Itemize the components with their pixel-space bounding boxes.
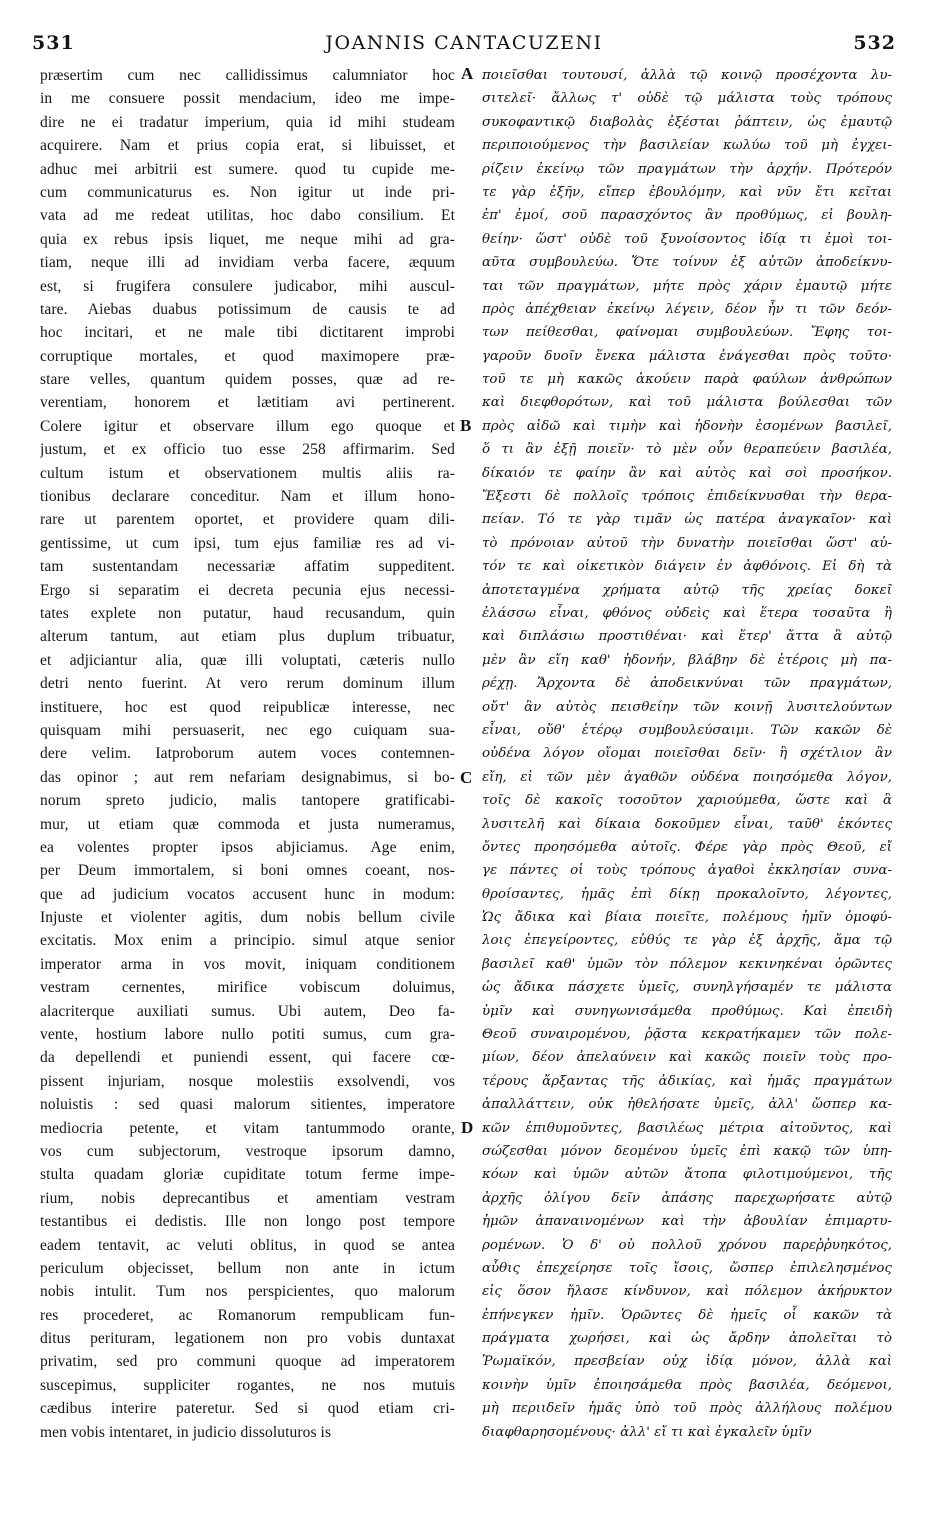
latin-text-line: hoc incitari, et ne male tibi dictitarent improbi [40, 324, 455, 342]
greek-text-line: ται τῶν πραγμάτων, μήτε πρὸς χάριν ἐμαυτῷ μήτε [482, 278, 892, 294]
greek-text-line: ρομένων. Ὁ δ' οὐ πολλοῦ χρόνου παρεῤῥυηκότος, [482, 1237, 892, 1253]
latin-text-line: in me consuere possit mendacium, ideo me impe- [40, 90, 455, 108]
greek-text-line: οὔτ' ἂν αὐτὸς πεισθείην τῶν κοινῇ λυσιτελούντων [482, 699, 892, 715]
greek-text-line: τοῦ τε μὴ κακῶς ἀκούειν παρὰ φαύλων ἀνθρώπων [482, 372, 892, 388]
latin-text-line: das opinor ; aut rem nefariam designabimus, si bo- [40, 768, 455, 786]
greek-text-line: Ὡς ἄδικα καὶ βίαια ποιεῖτε, πολέμους ἡμῖν ὁμοφύ- [482, 910, 892, 926]
greek-text-line: εἰς ὅσον ἤλασε κίνδυνον, καὶ πόλεμον ἀκήρυκτον [482, 1284, 892, 1300]
latin-text-line: stare velles, quantum quidem posses, quæ ad re- [40, 371, 455, 389]
greek-text-line: ποιεῖσθαι τουτουσί, ἀλλὰ τῷ κοινῷ προσέχοντα λυ- [482, 68, 892, 83]
greek-text-line: τέρους ἄρξαντας τῆς ἀδικίας, καὶ ἡμᾶς πραγμάτων [482, 1073, 892, 1089]
greek-text-line: ἀπαλλάττειν, οὐκ ἠθελήσατε ὑμεῖς, ἀλλ' ὥσπερ κα- [482, 1097, 892, 1113]
greek-text-line: πράγματα χωρήσει, καὶ ὡς ἄρδην ἀπολεῖται τὸ [482, 1331, 892, 1347]
greek-text-line: μὴ περιιδεῖν ἡμᾶς ὑπὸ τοῦ πρὸς ἀλλήλους πολέμου [482, 1401, 892, 1417]
latin-text-line: vata ad me redeat utilitas, hoc dabo consilium. Et [40, 207, 455, 225]
latin-text-line: Injuste et violenter agitis, dum nobis bellum civile [40, 909, 455, 927]
greek-text-line: αὖθις ἐπεχείρησε τοῖς ἴσοις, ὥσπερ ἐπιλελησμένος [482, 1260, 892, 1276]
latin-text-line: que ad judicium vocatos accusent hunc in modum: [40, 885, 455, 903]
latin-text-line: verentiam, honorem et lætitiam avi pertinerent. [40, 394, 455, 412]
latin-text-line: mediocria petente, et vitam tantummodo orante, [40, 1119, 455, 1137]
greek-text-line: ρέχῃ. Ἄρχοντα δὲ ἀποδεικνύναι τῶν πραγμάτων, [482, 676, 892, 692]
latin-text-line: quia ex rebus ipsis liquet, me neque mihi ad gra- [40, 230, 455, 248]
greek-text-line: θροίσαντες, ἡμᾶς ἐπὶ δίκῃ προκαλοῖντο, λέγοντες, [482, 886, 892, 902]
latin-text-line: detri nento fuerint. At vero rerum dominum illum [40, 675, 455, 693]
greek-text-line: σώζεσθαι μόνον δεομένου ὑμεῖς ἐπὶ κακῷ τῶν ὑπη- [482, 1143, 892, 1159]
latin-text-line: stulta quadam gloriæ cupiditate totum ferme impe- [40, 1166, 455, 1184]
latin-text-line: vente, hostium labore nullo potiti sumus, cum gra- [40, 1026, 455, 1044]
greek-text-line: κῶν ἐπιθυμοῦντες, βασιλέως μέτρια αἰτοῦντος, καὶ [482, 1120, 892, 1136]
greek-text-line: σιτελεῖ· ἄλλως τ' οὐδὲ τῷ μάλιστα τοὺς τρόπους [482, 91, 892, 107]
latin-text-line: vestram cernentes, mirifice vobiscum doluimus, [40, 979, 455, 997]
greek-text-line: ὄντες προησόμεθα αὐτοῖς. Φέρε γὰρ πρὸς Θεοῦ, εἴ [482, 839, 892, 855]
latin-text-line: cum communicaturus es. Non igitur ut inde pri- [40, 183, 455, 201]
greek-text-line: μίων, δέον ἀπελαύνειν καὶ κακῶς ποιεῖν τοὺς προ- [482, 1050, 892, 1066]
latin-text-line: tiam, neque illi ad invidiam verba facere, æquum [40, 254, 455, 272]
greek-text-line: ἡμῶν ἀπαναινομένων καὶ τὴν ἀβουλίαν ἐπιμαρτυ- [482, 1214, 892, 1230]
greek-text-line: μὲν ἂν εἴη καθ' ἡδονήν, βλάβην δὲ ἑτέροις μὴ πα- [482, 652, 892, 668]
greek-text-line: πείαν. Τό τε γὰρ τιμᾶν ὡς πατέρα ἀναγκαῖον· καὶ [482, 512, 892, 528]
greek-text-line: γε πάντες οἱ τοὺς τρόπους ἀγαθοὶ ἐκκλησίαν συνα- [482, 863, 892, 879]
latin-text-line: præsertim cum nec callidissimus calumniator hoc [40, 67, 455, 84]
greek-text-line: λοις ἐπεγείροντες, εὐθύς τε γὰρ ἐξ ἀρχῆς, ἅμα τῷ [482, 933, 892, 949]
greek-text-line: βασιλεῖ καθ' ὑμῶν τὸν πόλεμον κεκινηκέναι ὁρῶντες [482, 956, 892, 972]
latin-text-line: eadem tentavit, ac veluti oblitus, in quod se antea [40, 1236, 455, 1254]
latin-text-line: alacriterque auxiliati sumus. Ubi autem, Deo fa- [40, 1002, 455, 1020]
latin-text-line: quisquam mihi persuaserit, nec ego cuiquam sua- [40, 721, 455, 739]
greek-text-line: των πείθεσθαι, φαίνομαι συμβουλεύων. Ἔφης τοι- [482, 325, 892, 341]
latin-text-line: justum, et ex officio tuo esse 258 affirmarim. Sed [40, 441, 455, 459]
greek-text-line: ὡς ἄδικα πάσχετε ὑμεῖς, συνηλγήσαμέν τε μάλιστα [482, 980, 892, 996]
latin-text-line: da depellendi et puniendi essent, qui facere cœ- [40, 1049, 455, 1067]
latin-text-line: pissent injuriam, nosque molestiis exsolvendi, vos [40, 1072, 455, 1090]
greek-text-line: ὑμῖν καὶ συνηγωνισάμεθα προθύμως. Καὶ ἐπειδὴ [482, 1003, 892, 1019]
greek-text-line: συκοφαντικῷ διαβολὰς ἐξέσται ῥάπτειν, ὡς ἐμαυτῷ [482, 114, 892, 130]
greek-text-line: πρὸς αἰδῶ καὶ τιμὴν καὶ ἡδονὴν ἐσομένων βασιλεῖ, [482, 418, 892, 434]
greek-text-line: καὶ διπλάσιω προστιθέναι· καὶ ἕτερ' ἄττα ἃ αὐτῷ [482, 629, 892, 645]
latin-text-line: nobis intulit. Tum nos perspicientes, quo malorum [40, 1283, 455, 1301]
latin-text-line: periculum objecisset, bellum non ante in ictum [40, 1259, 455, 1277]
latin-text-line: gentissime, ut cum ipsi, tum ejus familiæ res ad vi- [40, 534, 455, 552]
latin-text-line: men vobis intentaret, in judicio dissoluturos is [40, 1423, 332, 1441]
latin-text-line: privatim, sed pro communi quoque ad imperatorem [40, 1353, 455, 1371]
latin-text-line: imperator arma in vos movit, iniquam conditionem [40, 955, 455, 973]
greek-text-line: ἐλάσσω εἶναι, φθόνος οὐδεὶς καὶ ἕτερα τοσαῦτα ἢ [482, 605, 892, 621]
greek-text-line: γαροῦν δυοῖν ἕνεκα μάλιστα ἐνάγεσθαι πρὸς τοῦτο· [482, 348, 892, 364]
latin-text-line: noluistis : sed quasi malorum sitientes, imperatore [40, 1096, 455, 1114]
greek-text-line: θείην· ὥστ' οὐδὲ τοῦ ξυνοίσοντος ἰδίᾳ τι ἐμοὶ τοι- [482, 231, 892, 247]
latin-text-line: cultum istum et observationem multis aliis ra- [40, 464, 455, 482]
greek-text-line: οὐδένα λόγον οἴομαι ποιεῖσθαι δεῖν· ἢ σχέτλιον ἂν [482, 746, 892, 762]
greek-text-line: ἐπήνεγκεν ἡμῖν. Ὁρῶντες δὲ ἡμεῖς οἷ κακῶν τὰ [482, 1307, 892, 1323]
latin-text-line: tam sustentandam necessariæ affatim suppeditent. [40, 558, 455, 576]
latin-text-line: tare. Aiebas duabus potissimum de causis te ad [40, 300, 455, 318]
latin-text-line: dire ne ei tradatur imperium, quia id mihi studeam [40, 113, 455, 131]
greek-text-line: τοῖς δὲ κακοῖς τοσοῦτον χαριούμεθα, ὥστε καὶ ἃ [482, 793, 892, 809]
latin-text-line: excitatis. Mox enim a principio. simul atque senior [40, 932, 455, 950]
latin-text-line: Colere igitur et observare illum ego quoque et [40, 417, 455, 435]
greek-text-line: τὸ πρόνοιαν αὐτοῦ τὴν δυνατὴν ποιεῖσθαι ὥστ' αὐ- [482, 535, 892, 551]
greek-text-line: τόν τε καὶ οἰκετικὸν διάγειν ἐν ἀφθόνοις. Εἰ δὴ τὰ [482, 559, 892, 575]
section-marker-d: D [461, 1118, 474, 1137]
latin-text-line: ditus perituram, legationem non pro vobis duntaxat [40, 1330, 455, 1348]
greek-text-line: δίκαιόν τε φαίην ἂν καὶ αὐτὸς καὶ σοὶ προσήκον. [482, 465, 892, 481]
greek-text-line: εἶναι, οὔθ' ἑτέρῳ συμβουλεύσαιμι. Τῶν κακῶν δὲ [482, 722, 892, 738]
greek-text-line: ἐπ' ἐμοί, σοῦ παρασχόντος ἂν προθύμως, εἰ βουλη- [482, 208, 892, 224]
latin-text-line: rare ut parentem oportet, et providere quam dili- [40, 511, 455, 529]
latin-text-line: alterum tantum, aut etiam plus duplum tribuatur, [40, 628, 455, 646]
latin-text-line: instituere, hoc est quod reipublicæ interesse, nec [40, 698, 455, 716]
latin-text-line: testantibus ei dedistis. Ille non longo post tempore [40, 1213, 455, 1231]
latin-text-line: corruptique mortales, et quod maximopere præ- [40, 347, 455, 365]
greek-text-line: Ῥωμαϊκόν, πρεσβείαν οὐχ ἰδίᾳ μόνον, ἀλλὰ καὶ [482, 1354, 892, 1370]
greek-text-line: ἀρχῆς ὀλίγου δεῖν ἁπάσης παρεχωρήσατε αὐτῷ [482, 1190, 892, 1206]
latin-text-line: est, si frugifera consulere judicabor, mihi auscul- [40, 277, 455, 295]
greek-text-line: πρὸς ἀπέχθειαν ἐκείνῳ λέγειν, δέον ἦν τι τῶν δεόν- [482, 301, 892, 317]
latin-text-line: norum spreto judicio, malis tantopere gratificabi- [40, 792, 455, 810]
latin-text-line: acquirere. Nam et prius copia erat, si libuisset, et [40, 137, 455, 155]
latin-text-line: tionibus declarare conceditur. Nam et illum hono- [40, 488, 455, 506]
latin-text-line: et adjiciantur alia, quæ illi voluptati, cæteris nullo [40, 651, 455, 669]
latin-text-line: suscepimus, suppliciter rogantes, ne nos mutuis [40, 1376, 455, 1394]
latin-text-line: tates explete non putatur, haud recusandum, quin [40, 604, 455, 622]
latin-text-line: ea volentes propter ipsos abjiciamus. Age enim, [40, 838, 455, 856]
latin-text-line: res procederet, ac Romanorum rempublicam fun- [40, 1306, 455, 1324]
section-marker-a: A [461, 64, 474, 83]
greek-text-line: λυσιτελῆ καὶ δίκαια δοκοῦμεν εἶναι, ταῦθ' ἑκόντες [482, 816, 892, 832]
latin-text-line: rium, nobis deprecantibus et amentiam vestram [40, 1189, 455, 1207]
page-header [32, 30, 896, 60]
latin-text-line: cædibus interire pateretur. Sed si quod etiam cri- [40, 1400, 455, 1418]
latin-text-line: mur, ut etiam quæ commoda et justa numeramus, [40, 815, 455, 833]
latin-text-line: adhuc mei arbitrii est sumere. quod tu cupide me- [40, 160, 455, 178]
running-title: JOANNIS CANTACUZENI [325, 32, 603, 54]
greek-text-line: περιποιούμενος τὴν βασιλείαν κωλύω τοῦ μὴ ἐγχει- [482, 138, 892, 154]
greek-text-line: διαφθαρησομένους· ἀλλ' εἴ τι καὶ ἐγκαλεῖν ὑμῖν [482, 1424, 812, 1440]
greek-text-line: τε γὰρ ἐξῆν, εἴπερ ἐβουλόμην, καὶ νῦν ἔτι κεῖται [482, 184, 892, 200]
greek-text-line: κοινὴν ὑμῖν ἐποιησάμεθα πρὸς βασιλέα, δεόμενοι, [482, 1377, 892, 1393]
greek-text-line: Ἔξεστι δὲ πολλοῖς τρόποις ἐπιδείκνυσθαι τὴν θερα- [482, 489, 892, 505]
greek-text-line: ἀποτεταγμένα χρήματα αὐτῷ τῆς χρείας δοκεῖ [482, 582, 892, 598]
latin-text-line: dere velim. Iatproborum autem voces contemnen- [40, 745, 455, 763]
greek-text-line: αῦτα συμβουλεύω. Ὅτε τοίνυν ἐξ αὐτῶν ἀποδείκνυ- [482, 255, 892, 271]
greek-text-line: κόων καὶ ὑμῶν αὐτῶν ἄτοπα φιλοτιμούμενοι, τῆς [482, 1167, 892, 1183]
latin-text-line: Ergo si separatim ei decreta pecunia ejus necessi- [40, 581, 455, 599]
latin-text-line: vos cum subjectorum, vestroque ipsorum damno, [40, 1142, 455, 1160]
section-marker-c: C [460, 768, 473, 787]
greek-text-line: Θεοῦ συναιρομένου, ῥᾷστα κεκρατήκαμεν τῶν πολε- [482, 1027, 892, 1043]
left-page-number: 531 [32, 32, 75, 54]
latin-column [40, 64, 455, 1444]
greek-text-line: καὶ διεφθορότων, καὶ τοῦ μάλιστα βούλεσθαι τῶν [482, 395, 892, 411]
latin-text-line: per Deum immortalem, si boni omnes coeant, nos- [40, 862, 455, 880]
greek-column [482, 64, 892, 1444]
greek-text-line: ρίζειν ἐκείνῳ τῶν πραγμάτων τὴν ἀρχήν. Πρότερόν [482, 161, 892, 177]
right-page-number: 532 [853, 32, 896, 54]
greek-text-line: ὅ τι ἂν ἐξῇ ποιεῖν· τὸ μὲν οὖν θεραπεύειν βασιλέα, [482, 442, 892, 458]
greek-text-line: εἴη, εἰ τῶν μὲν ἀγαθῶν οὐδένα ποιησόμεθα λόγον, [482, 769, 892, 785]
section-marker-b: B [460, 416, 472, 435]
